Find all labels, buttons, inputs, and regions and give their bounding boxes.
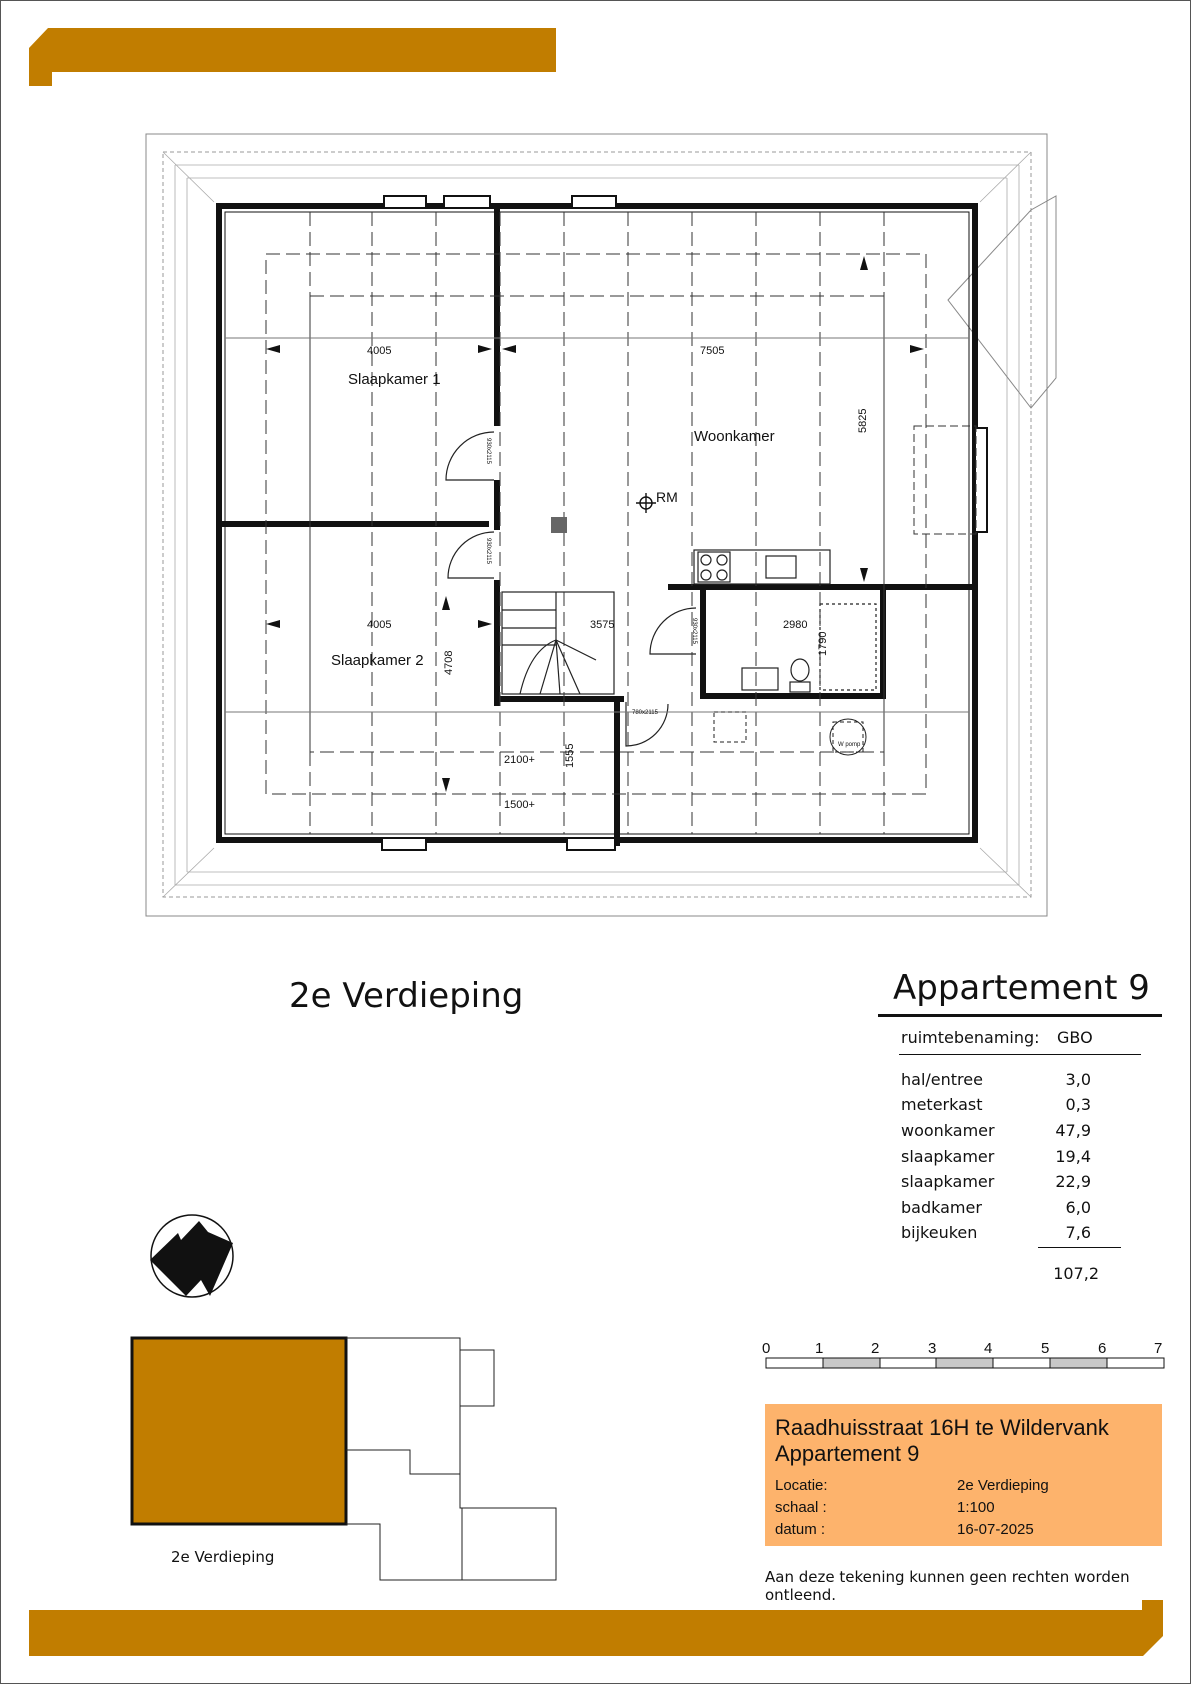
scale-tick-0: 0 (762, 1340, 771, 1357)
room-area: 22,9 (1055, 1172, 1091, 1191)
room-name: slaapkamer (901, 1172, 995, 1191)
total-rule (1038, 1247, 1121, 1248)
door-label-4: 780x2115 (632, 710, 658, 716)
dim-stair-width: 3575 (590, 619, 615, 631)
scale-tick-1: 1 (815, 1340, 824, 1357)
table-header-rule (899, 1054, 1141, 1055)
title-block-apartment: Appartement 9 (775, 1441, 920, 1466)
room-area: 7,6 (1065, 1223, 1091, 1242)
room-name: badkamer (901, 1198, 982, 1217)
scale-tick-5: 5 (1041, 1340, 1050, 1357)
smoke-detector-icon (636, 493, 656, 513)
scale-tick-6: 6 (1098, 1340, 1107, 1357)
dim-bed2-width: 4005 (367, 619, 392, 631)
room-name: hal/entree (901, 1070, 983, 1089)
apartment-title: Appartement 9 (893, 968, 1150, 1008)
table-row (0, 1070, 1191, 1094)
room-label-bedroom1: Slaapkamer 1 (348, 371, 441, 388)
door-label-1: 930x2115 (485, 438, 491, 464)
table-header-area: GBO (1057, 1028, 1093, 1047)
kitchen-unit (694, 550, 830, 584)
total-area: 107,2 (1053, 1264, 1099, 1283)
dim-bed2-height: 4708 (443, 650, 455, 675)
scale-tick-4: 4 (984, 1340, 993, 1357)
disclaimer: Aan deze tekening kunnen geen rechten worden ontleend. (765, 1568, 1130, 1604)
key-plan-label: 2e Verdieping (171, 1548, 275, 1566)
dim-bed1-width: 4005 (367, 345, 392, 357)
table-row (0, 1147, 1191, 1171)
meter-cabinet (551, 517, 567, 533)
title-block (765, 1404, 1162, 1546)
table-row (0, 1121, 1191, 1145)
appliance-label: W pomp (838, 742, 861, 748)
appliances (714, 712, 866, 755)
floor-title: 2e Verdieping (289, 976, 524, 1016)
bottom-banner (29, 1600, 1163, 1656)
room-name: bijkeuken (901, 1223, 978, 1242)
top-banner (29, 28, 556, 86)
dim-height-1500: 1500+ (504, 799, 535, 811)
room-label-bedroom2: Slaapkamer 2 (331, 652, 424, 669)
table-row (0, 1198, 1191, 1222)
table-row (0, 1095, 1191, 1119)
dim-height-2100: 2100+ (504, 754, 535, 766)
scale-tick-7: 7 (1154, 1340, 1163, 1357)
room-name: meterkast (901, 1095, 983, 1114)
date-value: 16-07-2025 (957, 1521, 1034, 1538)
scale-tick-2: 2 (871, 1340, 880, 1357)
room-area: 3,0 (1065, 1070, 1091, 1089)
table-header-room: ruimtebenaming: (901, 1028, 1040, 1047)
dim-living-width: 7505 (700, 345, 725, 357)
dim-hall-height: 1555 (564, 743, 576, 768)
room-name: woonkamer (901, 1121, 995, 1140)
apartment-title-rule (878, 1014, 1162, 1017)
key-plan-outline (346, 1338, 556, 1580)
door-label-2: 930x2115 (485, 538, 491, 564)
roof-dormer (948, 196, 1056, 408)
room-area: 6,0 (1065, 1198, 1091, 1217)
location-value: 2e Verdieping (957, 1477, 1049, 1494)
room-area: 19,4 (1055, 1147, 1091, 1166)
table-row (0, 1223, 1191, 1247)
scale-value: 1:100 (957, 1499, 995, 1516)
room-label-living: Woonkamer (694, 428, 775, 445)
table-row (0, 1172, 1191, 1196)
date-label: datum : (775, 1521, 826, 1538)
scale-tick-3: 3 (928, 1340, 937, 1357)
room-area: 47,9 (1055, 1121, 1091, 1140)
dormer-outline (914, 426, 976, 534)
room-name: slaapkamer (901, 1147, 995, 1166)
room-area: 0,3 (1065, 1095, 1091, 1114)
smoke-detector-label: RM (656, 489, 678, 505)
key-plan-highlight (132, 1338, 346, 1524)
scale-bar (766, 1358, 1164, 1368)
dim-living-height: 5825 (857, 408, 869, 433)
dim-bath-height: 1790 (817, 631, 829, 656)
location-label: Locatie: (775, 1477, 828, 1494)
staircase (502, 592, 614, 694)
bathroom-fixtures (742, 604, 876, 692)
scale-label: schaal : (775, 1499, 827, 1516)
door-label-3: 930x2115 (691, 618, 697, 644)
title-block-address: Raadhuisstraat 16H te Wildervank (775, 1415, 1109, 1440)
dim-bath-width: 2980 (783, 619, 808, 631)
